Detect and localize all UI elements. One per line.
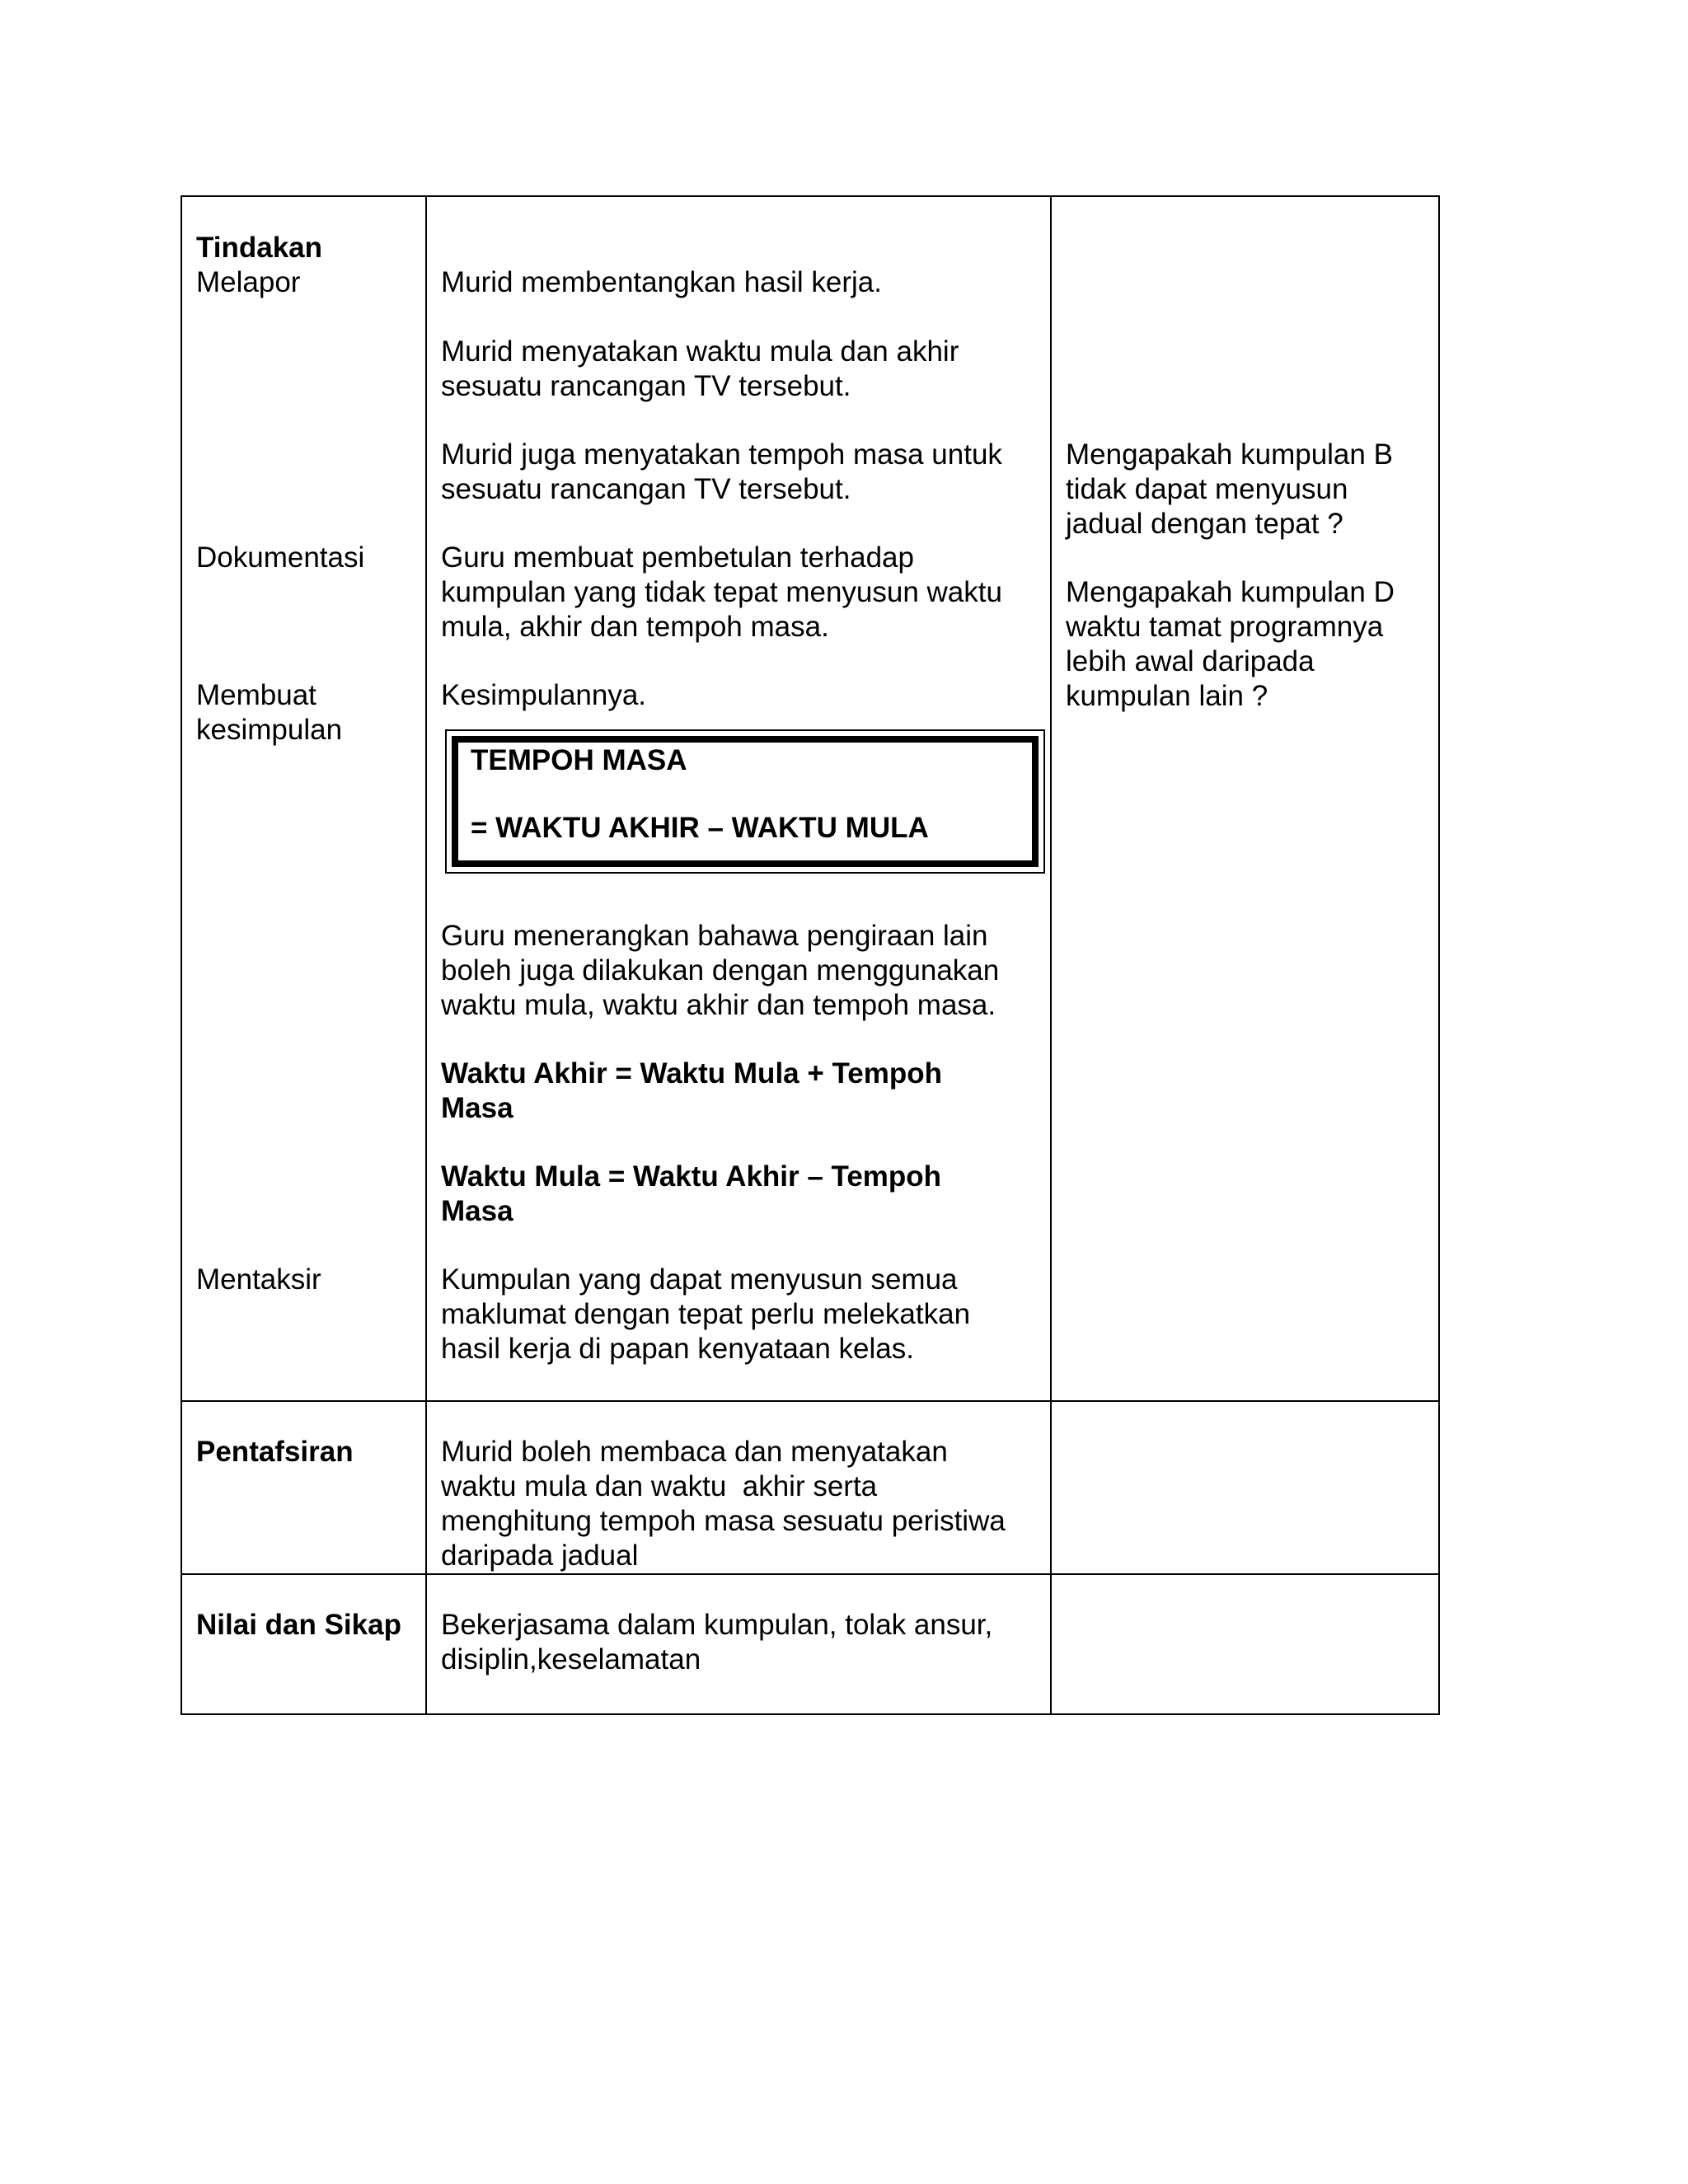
question-2: Mengapakah kumpulan D waktu tamat programnya lebih awal daripada kumpulan lain ?	[1066, 576, 1395, 712]
formula-waktu-akhir: Waktu Akhir = Waktu Mula + Tempoh Masa	[441, 1057, 943, 1124]
activity-text-5: Kesimpulannya.	[441, 679, 647, 711]
table-border-bottom	[181, 1713, 1440, 1715]
formula-waktu-mula: Waktu Mula = Waktu Akhir – Tempoh Masa	[441, 1160, 942, 1227]
mentaksir-label: Mentaksir	[196, 1263, 321, 1296]
table-border-top	[181, 195, 1440, 197]
activity-text-3: Murid juga menyatakan tempoh masa untuk sesuatu rancangan TV tersebut.	[441, 438, 1002, 505]
nilai-dan-sikap-text: Bekerjasama dalam kumpulan, tolak ansur, disiplin,keselamatan	[441, 1609, 993, 1675]
dokumentasi-label: Dokumentasi	[196, 541, 365, 574]
activity-text-1: Murid membentangkan hasil kerja.	[441, 266, 882, 298]
activity-text-4: Guru membuat pembetulan terhadap kumpulan yang tidak tepat menyusun waktu mula, akhir dan tempoh masa.	[441, 541, 1002, 643]
row-divider-2	[181, 1573, 1440, 1575]
table-border-right	[1438, 195, 1440, 1715]
pentafsiran-heading: Pentafsiran	[196, 1436, 354, 1468]
melapor-label: Melapor	[196, 266, 301, 298]
activity-text-7: Kumpulan yang dapat menyusun semua maklumat dengan tepat perlu melekatkan hasil kerja di papan kenyataan kelas.	[441, 1263, 971, 1365]
pentafsiran-text: Murid boleh membaca dan menyatakan waktu mula dan waktu akhir serta menghitung tempoh masa sesuatu peristiwa daripada jadual	[441, 1436, 1006, 1572]
question-1: Mengapakah kumpulan B tidak dapat menyusun jadual dengan tepat ?	[1066, 438, 1393, 540]
formula-box-line-2: = WAKTU AKHIR – WAKTU MULA	[471, 812, 929, 844]
column-divider-1	[425, 195, 427, 1715]
activity-text-6: Guru menerangkan bahawa pengiraan lain boleh juga dilakukan dengan menggunakan waktu mula, waktu akhir dan tempoh masa.	[441, 920, 1000, 1021]
activity-text-2: Murid menyatakan waktu mula dan akhir sesuatu rancangan TV tersebut.	[441, 335, 959, 402]
row-divider-1	[181, 1400, 1440, 1402]
nilai-dan-sikap-heading: Nilai dan Sikap	[196, 1609, 401, 1641]
table-border-left	[181, 195, 182, 1715]
tindakan-heading: Tindakan	[196, 232, 323, 264]
membuat-kesimpulan-label: Membuat kesimpulan	[196, 679, 343, 746]
formula-box-line-1: TEMPOH MASA	[471, 744, 687, 776]
column-divider-2	[1050, 195, 1052, 1715]
